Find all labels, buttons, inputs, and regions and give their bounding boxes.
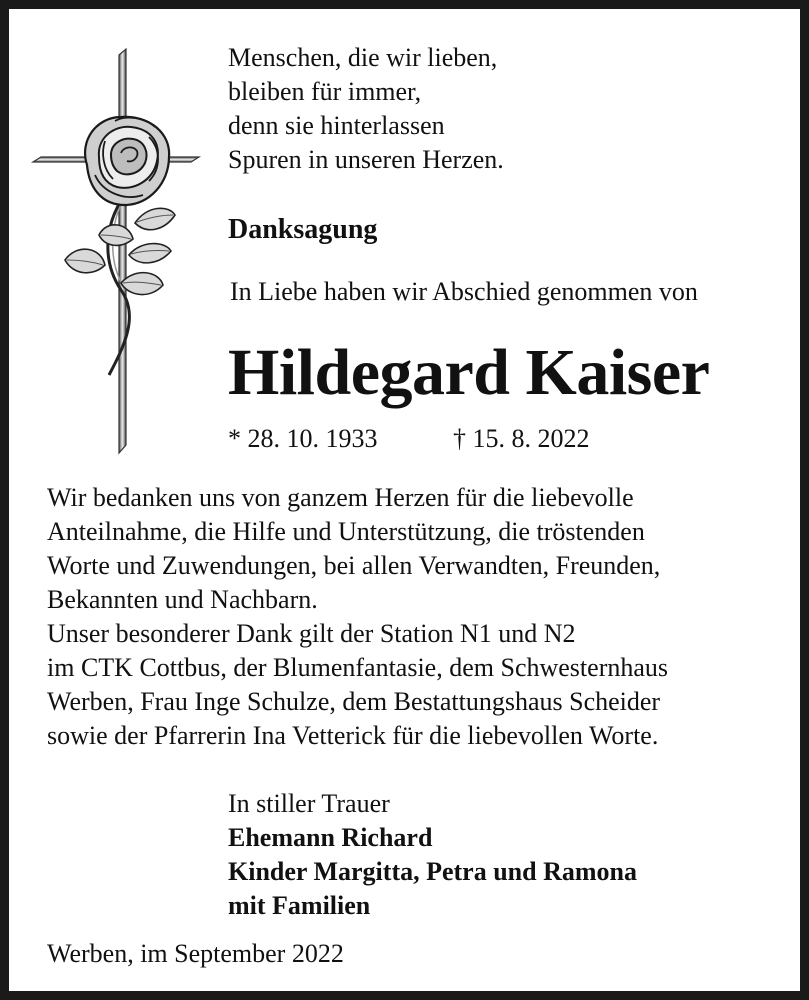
motto-line: Menschen, die wir lieben, <box>228 43 498 72</box>
intro-text: In Liebe haben wir Abschied genommen von <box>230 277 698 306</box>
mourner-name: mit Familien <box>228 891 371 920</box>
body-line: Unser besonderer Dank gilt der Station N1 und N2 <box>47 619 576 648</box>
body-line: im CTK Cottbus, der Blumenfantasie, dem Schwesternhaus <box>47 653 669 682</box>
motto-line: denn sie hinterlassen <box>228 111 445 140</box>
motto-line: Spuren in unseren Herzen. <box>228 145 504 174</box>
body-line: Anteilnahme, die Hilfe und Unterstützung, die tröstenden <box>47 517 645 546</box>
mourner-name: Ehemann Richard <box>228 823 433 852</box>
body-line: Werben, Frau Inge Schulze, dem Bestattungshaus Scheider <box>47 687 661 716</box>
mourner-name: Kinder Margitta, Petra und Ramona <box>228 857 637 886</box>
body-line: Worte und Zuwendungen, bei allen Verwandten, Freunden, <box>47 551 661 580</box>
body-line: Bekannten und Nachbarn. <box>47 585 318 614</box>
place-date: Werben, im September 2022 <box>47 939 344 968</box>
cross-with-rose-icon <box>29 45 209 455</box>
deceased-name: Hildegard Kaiser <box>228 336 710 409</box>
heading: Danksagung <box>228 214 378 245</box>
body-line: sowie der Pfarrerin Ina Vetterick für die liebevollen Worte. <box>47 721 659 750</box>
body-line: Wir bedanken uns von ganzem Herzen für die liebevolle <box>47 483 634 512</box>
closing-intro: In stiller Trauer <box>228 789 390 818</box>
motto-line: bleiben für immer, <box>228 77 422 106</box>
death-date: † 15. 8. 2022 <box>453 424 590 453</box>
birth-date: * 28. 10. 1933 <box>228 424 378 453</box>
